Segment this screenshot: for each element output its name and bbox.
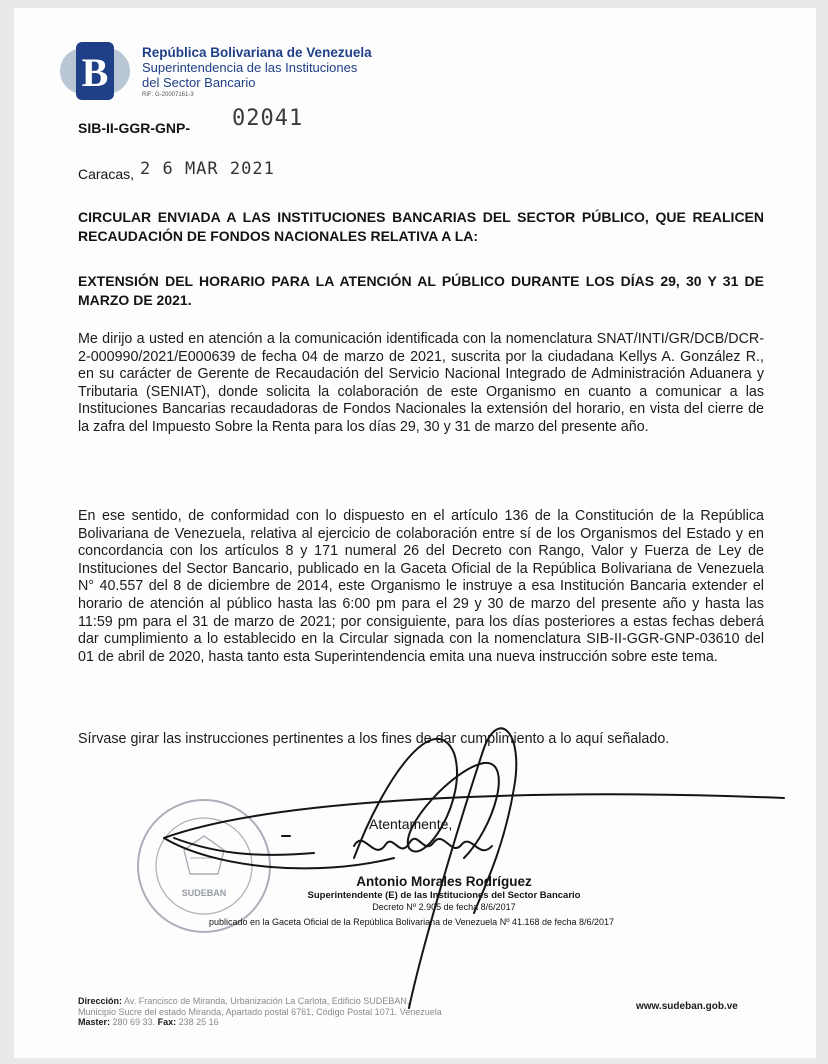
date-stamp: 2 6 MAR 2021 [140,159,275,179]
footer-master-label: Master: [78,1017,111,1027]
rif-number: RIF: G-20007161-3 [142,92,194,98]
body-paragraph-3: Sírvase girar las instrucciones pertinentes a los fines de dar cumplimiento a lo aquí señalado. [78,731,670,747]
footer-address-line-2: Municipio Sucre del estado Miranda, Apartado postal 6761, Código Postal 1071. Venezuela [78,1006,442,1017]
logo-letter: B [81,50,109,95]
closing-salutation: Atentamente, [369,816,453,832]
footer-master: 280 69 33. [112,1017,156,1027]
gazette-reference: publicado en la Gaceta Oficial de la República Bolivariana de Venezuela Nº 41.168 de fecha 8/6/2017 [209,917,615,927]
footer-fax: 238 25 16 [178,1017,219,1027]
footer-address: Av. Francisco de Miranda, Urbanización La Carlota, Edificio SUDEBAN, [124,996,410,1006]
letter-page [14,8,816,1058]
footer-address-label: Dirección: [78,996,123,1006]
subject-title: EXTENSIÓN DEL HORARIO PARA LA ATENCIÓN AL PÚBLICO DURANTE LOS DÍAS 29, 30 Y 31 DE MARZO DE 2021. [78,273,764,308]
reference-stamped-number: 02041 [232,106,304,131]
signer-role: Superintendente (E) de las Instituciones del Sector Bancario [307,890,581,901]
letterhead [58,40,458,112]
org-line-2: Superintendencia de las Instituciones [142,60,358,75]
signer-name: Antonio Morales Rodríguez [356,874,532,889]
footer-website-link[interactable]: www.sudeban.gob.ve [636,1001,738,1012]
city-label: Caracas, [78,166,135,182]
body-paragraph-1: Me dirijo a usted en atención a la comunicación identificada con la nomenclatura SNAT/INTI/GR/DCB/DCR-2-000990/2021/E000639 de fecha 04 de marzo de 2021, suscrita por la ciudadana Kellys A. González R., en su carácter de Gerente de Recaudación del Servicio Nacional Integrado de Administración Aduanera y Tributaria (SENIAT), donde solicita la colaboración de este Organismo en cuanto a comunicar a las Instituciones Bancarias recaudadoras de Fondos Nacionales la extensión del horario, en vista del cierre de la zafra del Impuesto Sobre la Renta para los días 29, 30 y 31 de marzo del presente año. [78,331,764,435]
org-line-1: República Bolivariana de Venezuela [142,45,372,60]
org-line-3: del Sector Bancario [142,75,256,90]
reference-label: SIB-II-GGR-GNP- [78,120,190,136]
signer-block [244,874,644,913]
seal-center-text: SUDEBAN [181,888,227,898]
sudeban-logo-icon [58,40,132,102]
body-paragraph-2: En ese sentido, de conformidad con lo dispuesto en el artículo 136 de la Constitución de la República Bolivariana de Venezuela, relativa al ejercicio de colaboración entre sí de los Organismos del Estado y en concordancia con los artículos 8 y 171 numeral 26 del Decreto con Rango, Valor y Fuerza de Ley de Instituciones del Sector Bancario, publicado en la Gaceta Oficial de la República Bolivariana de Venezuela N° 40.557 del 8 de diciembre de 2014, este Organismo le instruye a esa Institución Bancaria extender el horario de atención al público hasta las 6:00 pm para el 29 y 30 de marzo del presente año y hasta las 11:59 pm para el 31 de marzo de 2021; por consiguiente, para los días posteriores a estas fechas deberá dar cumplimiento a lo establecido en la Circular signada con la nomenclatura SIB-II-GGR-GNP-03610 del 01 de abril de 2020, hasta tanto esta Superintendencia emita una nueva instrucción sobre este tema. [78,508,764,665]
organization-name [142,45,462,100]
signer-decree: Decreto Nº 2.905 de fecha 8/6/2017 [372,902,516,912]
circular-title: CIRCULAR ENVIADA A LAS INSTITUCIONES BANCARIAS DEL SECTOR PÚBLICO, QUE REALICEN RECAUDACIÓN DE FONDOS NACIONALES RELATIVA A LA: [78,209,764,244]
footer-fax-label: Fax: [157,1017,177,1027]
